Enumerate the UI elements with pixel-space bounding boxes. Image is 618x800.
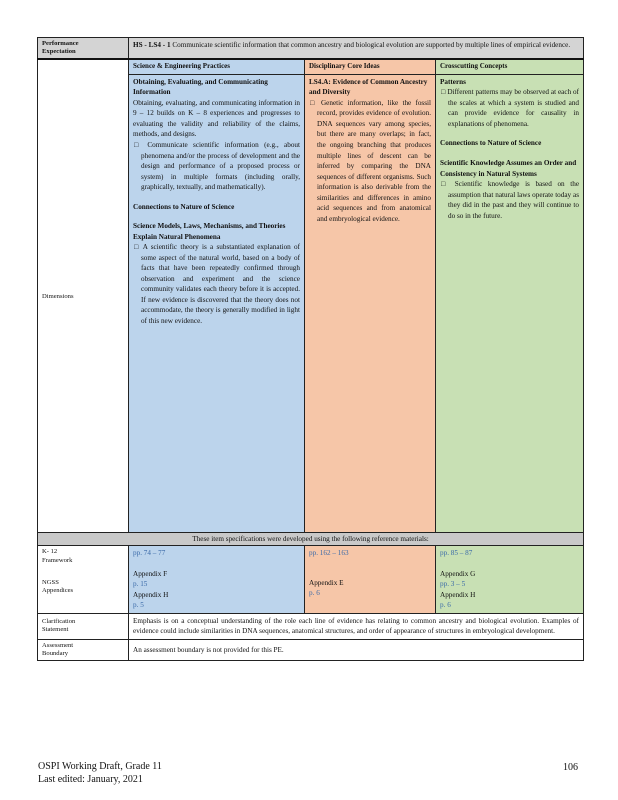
ngss-sep-appendix-a-page: p. 15: [133, 580, 148, 589]
boundary-label-line1: Assessment: [42, 641, 74, 649]
ngss-label-cell: [38, 567, 129, 614]
footer: [38, 761, 162, 786]
ccc-header: [436, 59, 584, 74]
ngss-ccc-appendix-b: Appendix H: [440, 590, 476, 599]
square-bullet-icon: □: [310, 98, 317, 107]
pe-row: [38, 38, 584, 60]
sep-bullet: [133, 140, 300, 193]
k12-ccc-pages: pp. 85 – 87: [440, 549, 473, 558]
ngss-ccc-appendix-b-page: p. 6: [440, 601, 451, 610]
item-spec-table: [37, 37, 584, 661]
sep-title: Obtaining, Evaluating, and Communicating Information: [133, 77, 268, 97]
references-note-text: These item specifications were developed using the following reference materials:: [192, 534, 429, 543]
sep-bullet-text: Communicate scientific information (e.g., about phenomena and/or the process of development and the design and performance of a proposed process or system) in multiple formats (including orally, graphically, textually, and mathematically).: [141, 141, 301, 192]
pe-label-cell: [38, 38, 129, 60]
ccc-bullet: [440, 87, 579, 129]
pe-label-line2: Expectation: [42, 48, 76, 56]
ccc-connections-title: Connections to Nature of Science: [440, 139, 542, 148]
k12-sep-pages: pp. 74 – 77: [133, 549, 166, 558]
square-bullet-icon: □: [134, 243, 140, 252]
dci-title: LS4.A: Evidence of Common Ancestry and Diversity: [309, 77, 428, 97]
k12-sep-ref: [129, 546, 305, 567]
ccc-content: [436, 74, 584, 532]
sep-nos-title: Science Models, Laws, Mechanisms, and Theories Explain Natural Phenomena: [133, 222, 286, 241]
ngss-dci-appendix-a: Appendix E: [309, 578, 344, 587]
dci-header: [305, 59, 436, 74]
k12-row: [38, 546, 584, 567]
sep-intro: Obtaining, evaluating, and communicating information in 9 – 12 builds on K – 8 experiences and progresses to evaluating the validity and reliability of the claims, methods, and designs.: [133, 98, 300, 139]
footer-draft-line: OSPI Working Draft, Grade 11: [38, 761, 162, 772]
ngss-sep-ref: [129, 567, 305, 614]
dci-bullet: [309, 98, 431, 224]
pe-label-line1: Performance: [42, 40, 79, 47]
ngss-label-line1: NGSS: [42, 578, 59, 586]
clarification-text-cell: [129, 613, 584, 639]
dci-content: [305, 74, 436, 532]
ngss-row: [38, 567, 584, 614]
clarification-text: Emphasis is on a conceptual understanding of the role each line of evidence has relating to common ancestry and biological evolution. Examples of evidence could include similarities in DNA sequences, anatomical structures, and order of appearance of structures in embryological development.: [133, 616, 580, 636]
ngss-ccc-ref: [436, 567, 584, 614]
sep-content: [129, 74, 305, 532]
dci-bullet-text: Genetic information, like the fossil record, provides evidence of evolution. DNA sequences vary among species, but there are many overlaps; in fact, the ongoing branching that produces multiple lines of descent can be inferred by comparing the DNA sequences of different organisms. Such information is also derivable from the similarities and differences in amino acid sequences and from anatomical and embryological evidence.: [317, 98, 432, 223]
dimensions-label: Dimensions: [42, 292, 74, 300]
clarification-label-line2: Statement: [42, 626, 69, 634]
ngss-sep-appendix-b-page: p. 5: [133, 601, 144, 610]
dimensions-row: [38, 59, 584, 74]
sep-nos-bullet-text: A scientific theory is a substantiated explanation of some aspect of the natural world, based on a body of facts that have been repeatedly confirmed through observation and experiment and the science community validates each theory before it is accepted. If new evidence is discovered that the theory does not accommodate, the theory is generally modified in light of this new evidence.: [141, 243, 301, 325]
pe-text-cell: [129, 38, 584, 60]
square-bullet-icon: □: [134, 141, 142, 149]
ccc-nos-bullet: [440, 179, 579, 221]
square-bullet-icon: □: [441, 180, 450, 189]
ccc-header-text: Crosscutting Concepts: [440, 62, 508, 71]
sep-header-text: Science & Engineering Practices: [133, 62, 231, 71]
ngss-sep-appendix-a: Appendix F: [133, 569, 168, 578]
references-note-row: [38, 532, 584, 546]
ngss-label-line2: Appendices: [42, 587, 74, 595]
boundary-label-cell: [38, 639, 129, 660]
ngss-sep-appendix-b: Appendix H: [133, 590, 169, 599]
clarification-label-line1: Clarification: [42, 618, 76, 626]
page-number: 106: [563, 762, 578, 773]
clarification-row: [38, 613, 584, 639]
boundary-text-cell: [129, 639, 584, 660]
k12-dci-ref: [305, 546, 436, 567]
k12-label-line2: Framework: [42, 556, 73, 564]
pe-code: HS - LS4 - 1: [133, 41, 171, 49]
boundary-label-line2: Boundary: [42, 650, 69, 658]
ngss-dci-ref: [305, 567, 436, 614]
dimensions-label-cell: [38, 59, 129, 532]
clarification-label-cell: [38, 613, 129, 639]
sep-header: [129, 59, 305, 74]
k12-ccc-ref: [436, 546, 584, 567]
sep-nos-bullet: [133, 242, 300, 326]
footer-edited-line: Last edited: January, 2021: [38, 773, 143, 785]
k12-dci-pages: pp. 162 – 163: [309, 549, 349, 558]
k12-label-line1: K- 12: [42, 548, 58, 556]
ngss-dci-appendix-a-page: p. 6: [309, 589, 320, 598]
dci-header-text: Disciplinary Core Ideas: [309, 62, 380, 71]
ccc-bullet-text: Different patterns may be observed at each of the scales at which a system is studied and can provide evidence for causality in explanations of phenomena.: [447, 88, 580, 128]
references-note: [38, 532, 584, 546]
square-bullet-icon: □: [441, 88, 446, 97]
pe-text: Communicate scientific information that common ancestry and biological evolution are supported by multiple lines of empirical evidence.: [172, 41, 571, 49]
ccc-nos-title: Scientific Knowledge Assumes an Order and Consistency in Natural Systems: [440, 159, 577, 178]
boundary-row: [38, 639, 584, 660]
ccc-title: Patterns: [440, 77, 466, 86]
k12-label-cell: [38, 546, 129, 567]
ngss-ccc-appendix-a-page: pp. 3 – 5: [440, 580, 466, 589]
ccc-nos-bullet-text: Scientific knowledge is based on the assumption that natural laws operate today as they did in the past and they will continue to do so in the future.: [448, 180, 580, 220]
ngss-ccc-appendix-a: Appendix G: [440, 569, 476, 578]
sep-connections-title: Connections to Nature of Science: [133, 202, 235, 211]
boundary-text: An assessment boundary is not provided for this PE.: [133, 645, 284, 654]
